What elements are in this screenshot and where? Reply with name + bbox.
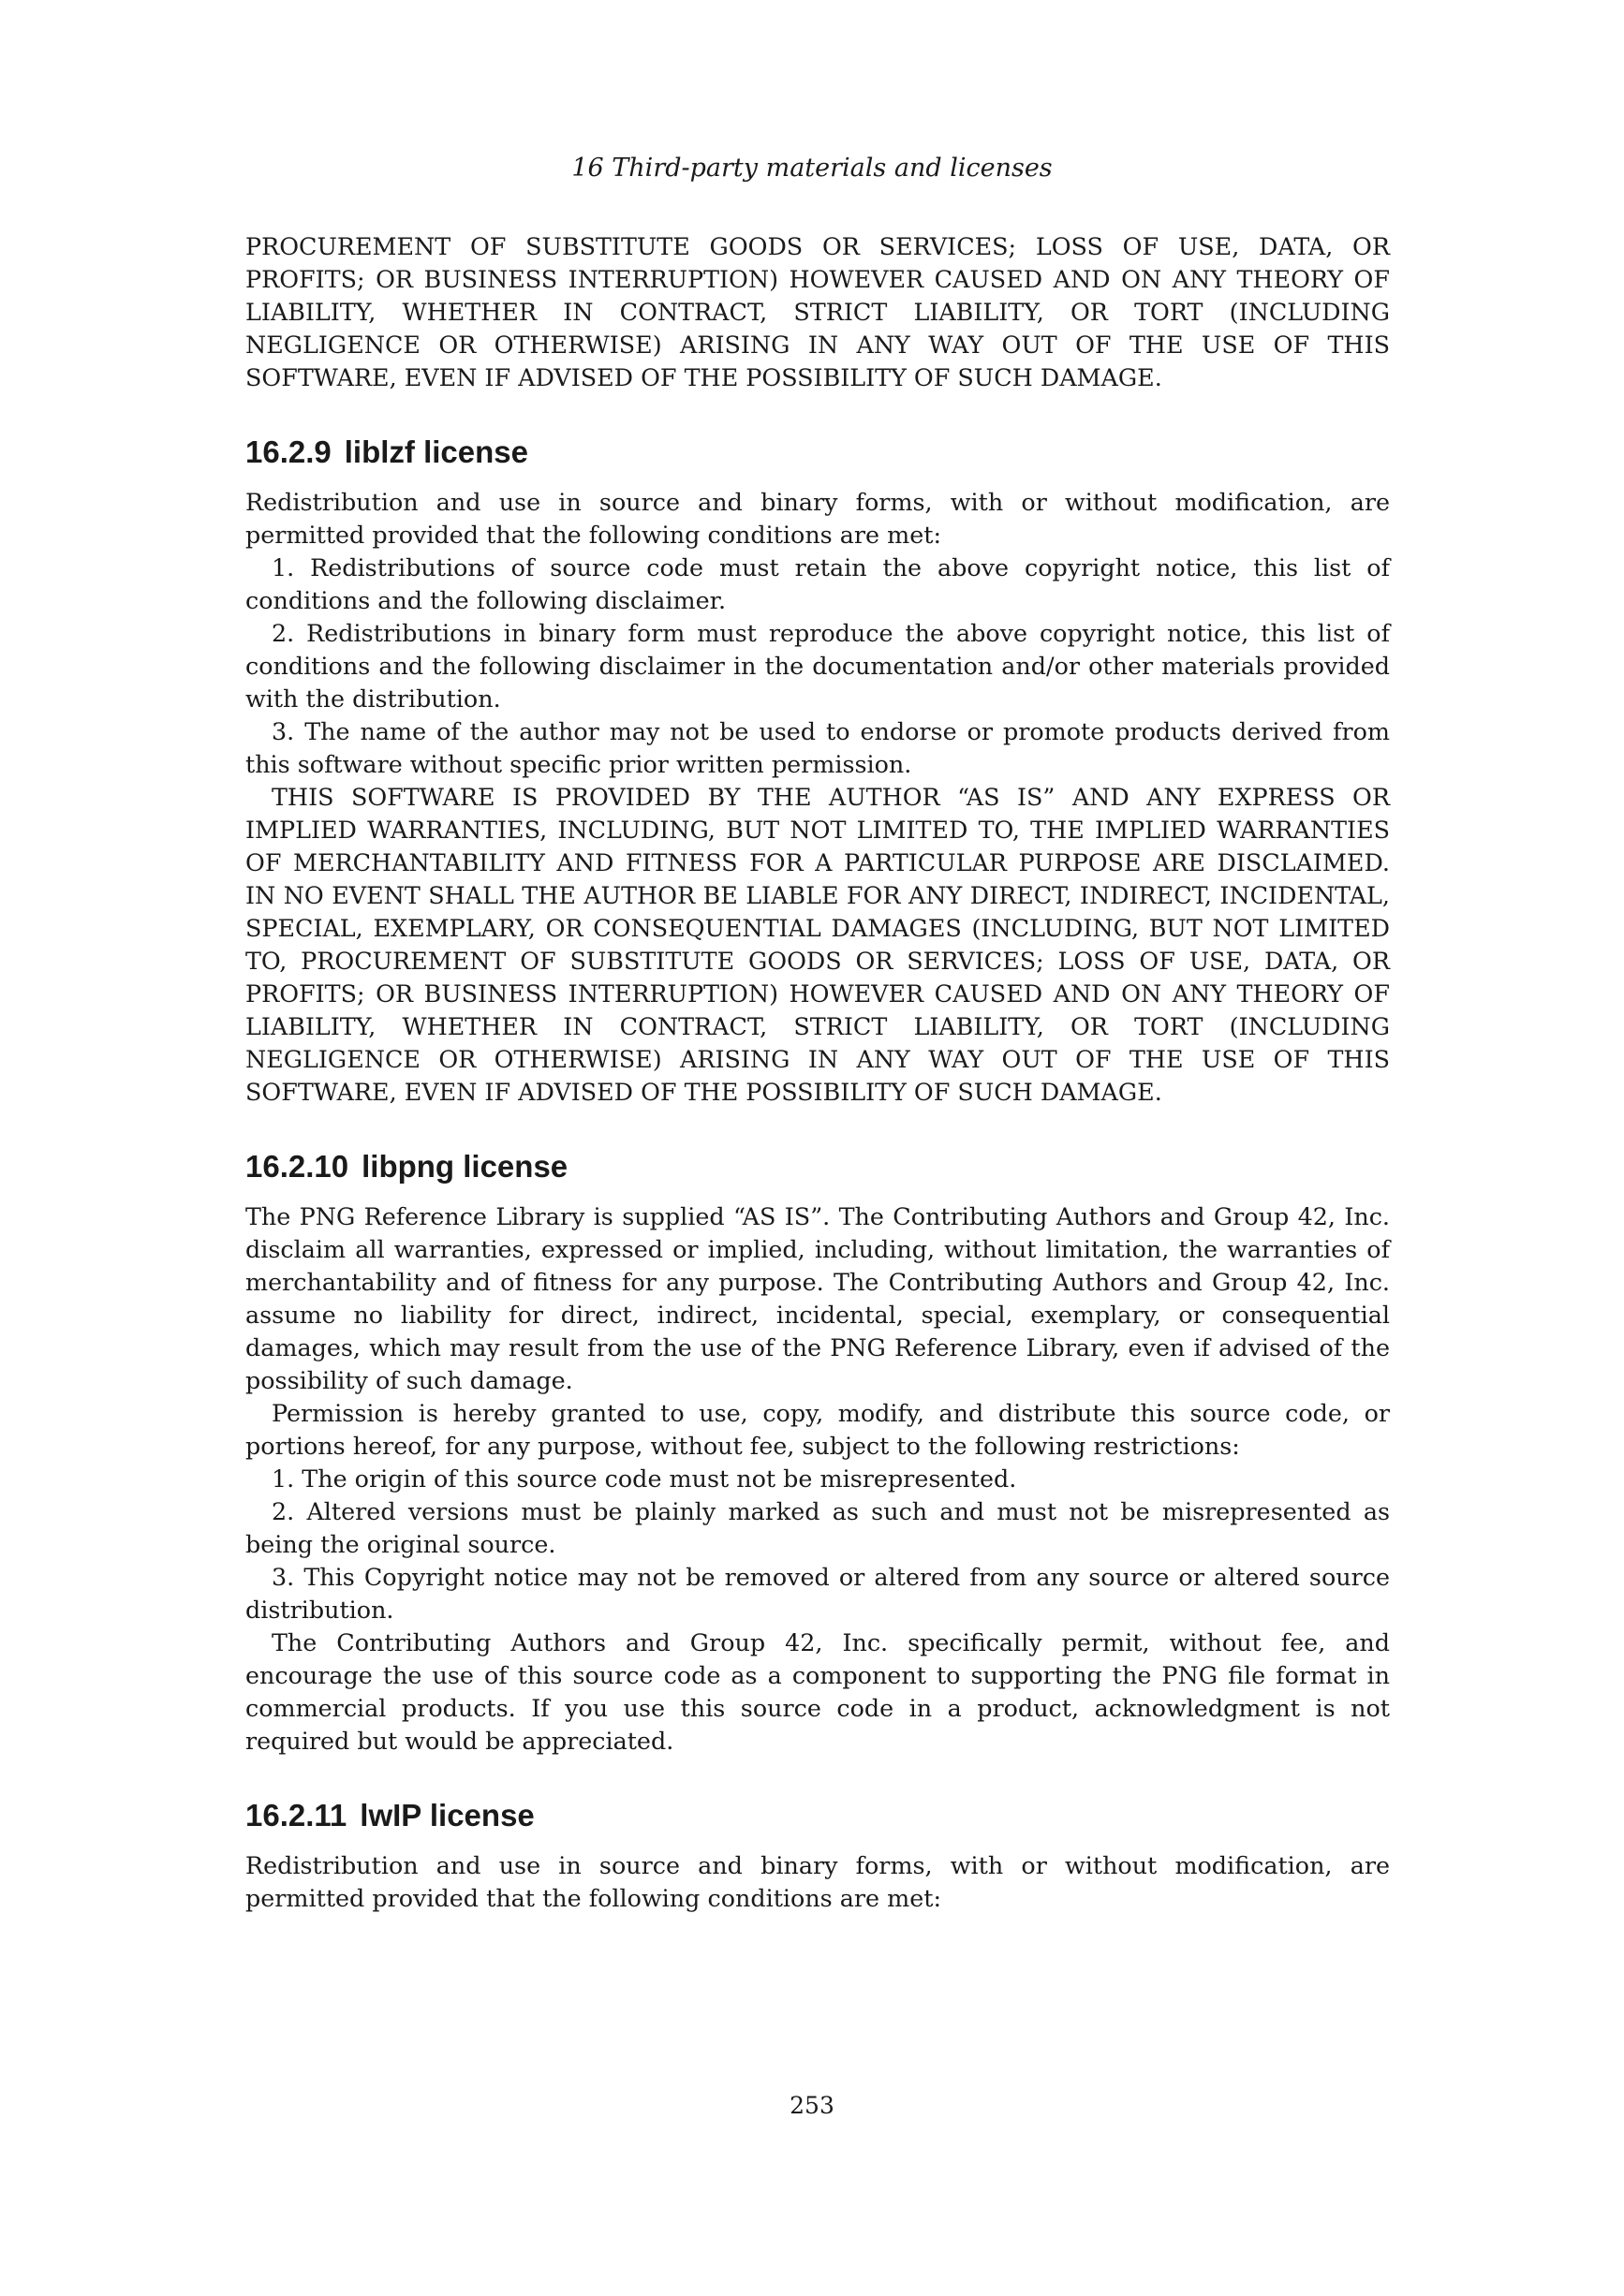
section-number: 16.2.10 <box>245 1149 349 1184</box>
list-item: 1. The origin of this source code must not be misrepresented. <box>272 1464 1017 1493</box>
list-item: 1. Redistributions of source code must retain the above copyright notice, this list of conditions and the following disclaimer. <box>245 553 1390 614</box>
list-item: 3. The name of the author may not be used to endorse or promote products derived from this software without specific prior written permission. <box>245 717 1390 778</box>
list-item: 2. Altered versions must be plainly marked as such and must not be misrepresented as being the original source. <box>245 1497 1390 1558</box>
section-number: 16.2.11 <box>245 1798 347 1832</box>
section-heading-lwip <box>245 1797 1390 1834</box>
list-item: 3. This Copyright notice may not be removed or altered from any source or altered source distribution. <box>245 1563 1390 1624</box>
paragraph: Permission is hereby granted to use, copy, modify, and distribute this source code, or portions hereof, for any purpose, without fee, subject to the following restrictions: <box>245 1399 1390 1460</box>
page-number: 253 <box>790 2092 834 2119</box>
section-number: 16.2.9 <box>245 434 332 469</box>
section-title: liblzf license <box>344 434 528 469</box>
section-title: lwIP license <box>360 1798 535 1832</box>
section-heading-libpng <box>245 1148 1390 1185</box>
paragraph: Redistribution and use in source and binary forms, with or without modification, are permitted provided that the following conditions are met: <box>245 1851 1390 1912</box>
paragraph: The Contributing Authors and Group 42, Inc. specifically permit, without fee, and encourage the use of this source code as a component to supporting the PNG file format in commercial products. If you use this source code in a product, acknowledgment is not required but would be appreciated. <box>245 1628 1390 1755</box>
section-title: libpng license <box>362 1149 568 1184</box>
paragraph: The PNG Reference Library is supplied “AS IS”. The Contributing Authors and Group 42, Inc. disclaim all warranties, expressed or implied, including, without limitation, the warranties of merchantability and of fitness for any purpose. The Contributing Authors and Group 42, Inc. assume no liability for direct, indirect, incidental, special, exemplary, or consequential damages, which may result from the use of the PNG Reference Library, even if advised of the possibility of such damage. <box>245 1202 1390 1394</box>
running-header: 16 Third-party materials and licenses <box>571 154 1053 183</box>
intro-paragraph: PROCUREMENT OF SUBSTITUTE GOODS OR SERVICES; LOSS OF USE, DATA, OR PROFITS; OR BUSINESS INTERRUPTION) HOWEVER CAUSED AND ON ANY THEORY OF LIABILITY, WHETHER IN CONTRACT, STRICT LIABILITY, OR TORT (INCLUDING NEGLIGENCE OR OTHERWISE) ARISING IN ANY WAY OUT OF THE USE OF THIS SOFTWARE, EVEN IF ADVISED OF THE POSSIBILITY OF SUCH DAMAGE. <box>245 232 1390 391</box>
page-content <box>245 230 1390 1915</box>
section-heading-liblzf <box>245 434 1390 471</box>
disclaimer-paragraph: THIS SOFTWARE IS PROVIDED BY THE AUTHOR “AS IS” AND ANY EXPRESS OR IMPLIED WARRANTIES, INCLUDING, BUT NOT LIMITED TO, THE IMPLIED WARRANTIES OF MERCHANTABILITY AND FITNESS FOR A PARTICULAR PURPOSE ARE DISCLAIMED. IN NO EVENT SHALL THE AUTHOR BE LIABLE FOR ANY DIRECT, INDIRECT, INCIDENTAL, SPECIAL, EXEMPLARY, OR CONSEQUENTIAL DAMAGES (INCLUDING, BUT NOT LIMITED TO, PROCUREMENT OF SUBSTITUTE GOODS OR SERVICES; LOSS OF USE, DATA, OR PROFITS; OR BUSINESS INTERRUPTION) HOWEVER CAUSED AND ON ANY THEORY OF LIABILITY, WHETHER IN CONTRACT, STRICT LIABILITY, OR TORT (INCLUDING NEGLIGENCE OR OTHERWISE) ARISING IN ANY WAY OUT OF THE USE OF THIS SOFTWARE, EVEN IF ADVISED OF THE POSSIBILITY OF SUCH DAMAGE. <box>245 783 1390 1106</box>
list-item: 2. Redistributions in binary form must reproduce the above copyright notice, this list of conditions and the following disclaimer in the documentation and/or other materials provided with the distribution. <box>245 619 1390 713</box>
paragraph: Redistribution and use in source and binary forms, with or without modification, are permitted provided that the following conditions are met: <box>245 488 1390 549</box>
